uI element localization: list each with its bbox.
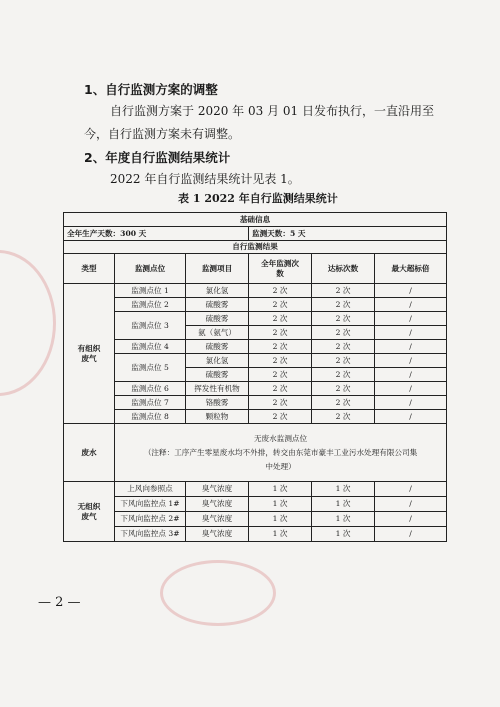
table-row — [64, 512, 447, 527]
cell-item: 氯化氢 — [186, 284, 249, 298]
cell-times: 2 次 — [249, 382, 312, 396]
cell-max: / — [375, 284, 447, 298]
cell-pass: 2 次 — [312, 326, 375, 340]
wastewater-label: 废水 — [64, 424, 115, 482]
cell-pass: 2 次 — [312, 382, 375, 396]
table-row — [64, 527, 447, 542]
wastewater-title: 无废水监测点位 — [253, 433, 308, 443]
cell-times: 2 次 — [249, 340, 312, 354]
table-row — [64, 396, 447, 410]
cell-item: 硫酸雾 — [186, 312, 249, 326]
section2-intro: 2022 年自行监测结果统计见表 1。 — [110, 172, 300, 186]
cell-max: / — [375, 382, 447, 396]
wastewater-note-l1: （注释：工序产生零星废水均不外排，转交由东莞市豪丰工业污水处理有限公司集 — [143, 448, 418, 458]
cell-max: / — [375, 512, 447, 527]
cell-times: 1 次 — [249, 512, 312, 527]
table-row — [64, 354, 447, 368]
section1-text-line1: 自行监测方案于 2020 年 03 月 01 日发布执行，一直沿用至 — [110, 104, 434, 118]
cell-pass: 2 次 — [312, 340, 375, 354]
cell-point: 下风向监控点 1# — [115, 497, 186, 512]
cell-point: 监测点位 7 — [115, 396, 186, 410]
cell-pass: 1 次 — [312, 497, 375, 512]
cell-max: / — [375, 312, 447, 326]
header-item: 监测项目 — [186, 254, 249, 284]
cell-item: 臭气浓度 — [186, 497, 249, 512]
cell-item: 硫酸雾 — [186, 340, 249, 354]
cell-pass: 2 次 — [312, 298, 375, 312]
cell-max: / — [375, 410, 447, 424]
table-row — [64, 497, 447, 512]
cell-max: / — [375, 368, 447, 382]
cell-point: 上风向参照点 — [115, 482, 186, 497]
section1-heading: 1、自行监测方案的调整 — [84, 82, 218, 97]
cell-item: 氨（氨气） — [186, 326, 249, 340]
cell-max: / — [375, 340, 447, 354]
cell-item: 氯化氢 — [186, 354, 249, 368]
cell-point: 监测点位 8 — [115, 410, 186, 424]
cell-point: 下风向监控点 2# — [115, 512, 186, 527]
table-row — [64, 312, 447, 326]
cell-max: / — [375, 482, 447, 497]
cell-times: 1 次 — [249, 497, 312, 512]
header-times: 全年监测次 数 — [249, 254, 312, 284]
results-title: 自行监测结果 — [64, 241, 447, 254]
cell-pass: 2 次 — [312, 312, 375, 326]
cell-times: 2 次 — [249, 410, 312, 424]
cell-pass: 2 次 — [312, 368, 375, 382]
cell-max: / — [375, 527, 447, 542]
cell-item: 挥发性有机物 — [186, 382, 249, 396]
table-row — [64, 298, 447, 312]
cell-pass: 2 次 — [312, 354, 375, 368]
cell-pass: 2 次 — [312, 396, 375, 410]
table-row — [64, 410, 447, 424]
cell-point: 监测点位 6 — [115, 382, 186, 396]
cell-item: 颗粒物 — [186, 410, 249, 424]
organized-label-line2: 废气 — [81, 353, 97, 363]
section2-heading: 2、年度自行监测结果统计 — [84, 150, 231, 165]
header-point: 监测点位 — [115, 254, 186, 284]
header-max-exceed: 最大超标倍 — [375, 254, 447, 284]
cell-point: 监测点位 2 — [115, 298, 186, 312]
cell-times: 2 次 — [249, 298, 312, 312]
cell-item: 臭气浓度 — [186, 527, 249, 542]
wastewater-cell — [115, 424, 447, 482]
table-row — [64, 382, 447, 396]
red-seal-stamp — [160, 560, 276, 626]
cell-item: 铬酸雾 — [186, 396, 249, 410]
cell-max: / — [375, 497, 447, 512]
cell-max: / — [375, 298, 447, 312]
red-seal-stamp — [0, 250, 56, 396]
table-row — [64, 340, 447, 354]
header-pass: 达标次数 — [312, 254, 375, 284]
basic-info-title: 基础信息 — [64, 213, 447, 227]
cell-times: 2 次 — [249, 284, 312, 298]
fugitive-label-line1: 无组织 — [77, 502, 101, 512]
cell-max: / — [375, 326, 447, 340]
cell-pass: 1 次 — [312, 527, 375, 542]
cell-times: 1 次 — [249, 482, 312, 497]
cell-times: 2 次 — [249, 354, 312, 368]
cell-item: 臭气浓度 — [186, 512, 249, 527]
cell-point: 监测点位 3 — [115, 312, 186, 340]
results-table — [63, 212, 447, 542]
cell-point: 下风向监控点 3# — [115, 527, 186, 542]
section1-text-line2: 今，自行监测方案未有调整。 — [84, 127, 241, 141]
table-caption: 表 1 2022 年自行监测结果统计 — [178, 192, 338, 205]
fugitive-label-line2: 废气 — [81, 511, 97, 521]
table-row — [64, 284, 447, 298]
cell-pass: 1 次 — [312, 482, 375, 497]
production-days: 全年生产天数：300 天 — [64, 227, 249, 241]
cell-point: 监测点位 1 — [115, 284, 186, 298]
cell-point: 监测点位 4 — [115, 340, 186, 354]
cell-times: 1 次 — [249, 527, 312, 542]
organized-label-line1: 有组织 — [77, 344, 101, 354]
fugitive-label — [64, 482, 115, 542]
cell-times: 2 次 — [249, 396, 312, 410]
cell-max: / — [375, 354, 447, 368]
cell-pass: 1 次 — [312, 512, 375, 527]
cell-point: 监测点位 5 — [115, 354, 186, 382]
cell-max: / — [375, 396, 447, 410]
table-row — [64, 482, 447, 497]
cell-times: 2 次 — [249, 368, 312, 382]
header-type: 类型 — [64, 254, 115, 284]
page-number: — 2 — — [38, 595, 81, 610]
cell-pass: 2 次 — [312, 284, 375, 298]
monitoring-days: 监测天数：5 天 — [249, 227, 447, 241]
cell-times: 2 次 — [249, 312, 312, 326]
cell-item: 硫酸雾 — [186, 298, 249, 312]
cell-item: 臭气浓度 — [186, 482, 249, 497]
cell-pass: 2 次 — [312, 410, 375, 424]
wastewater-note-l2: 中处理） — [265, 461, 296, 471]
cell-times: 2 次 — [249, 326, 312, 340]
organized-label — [64, 284, 115, 424]
cell-item: 硫酸雾 — [186, 368, 249, 382]
